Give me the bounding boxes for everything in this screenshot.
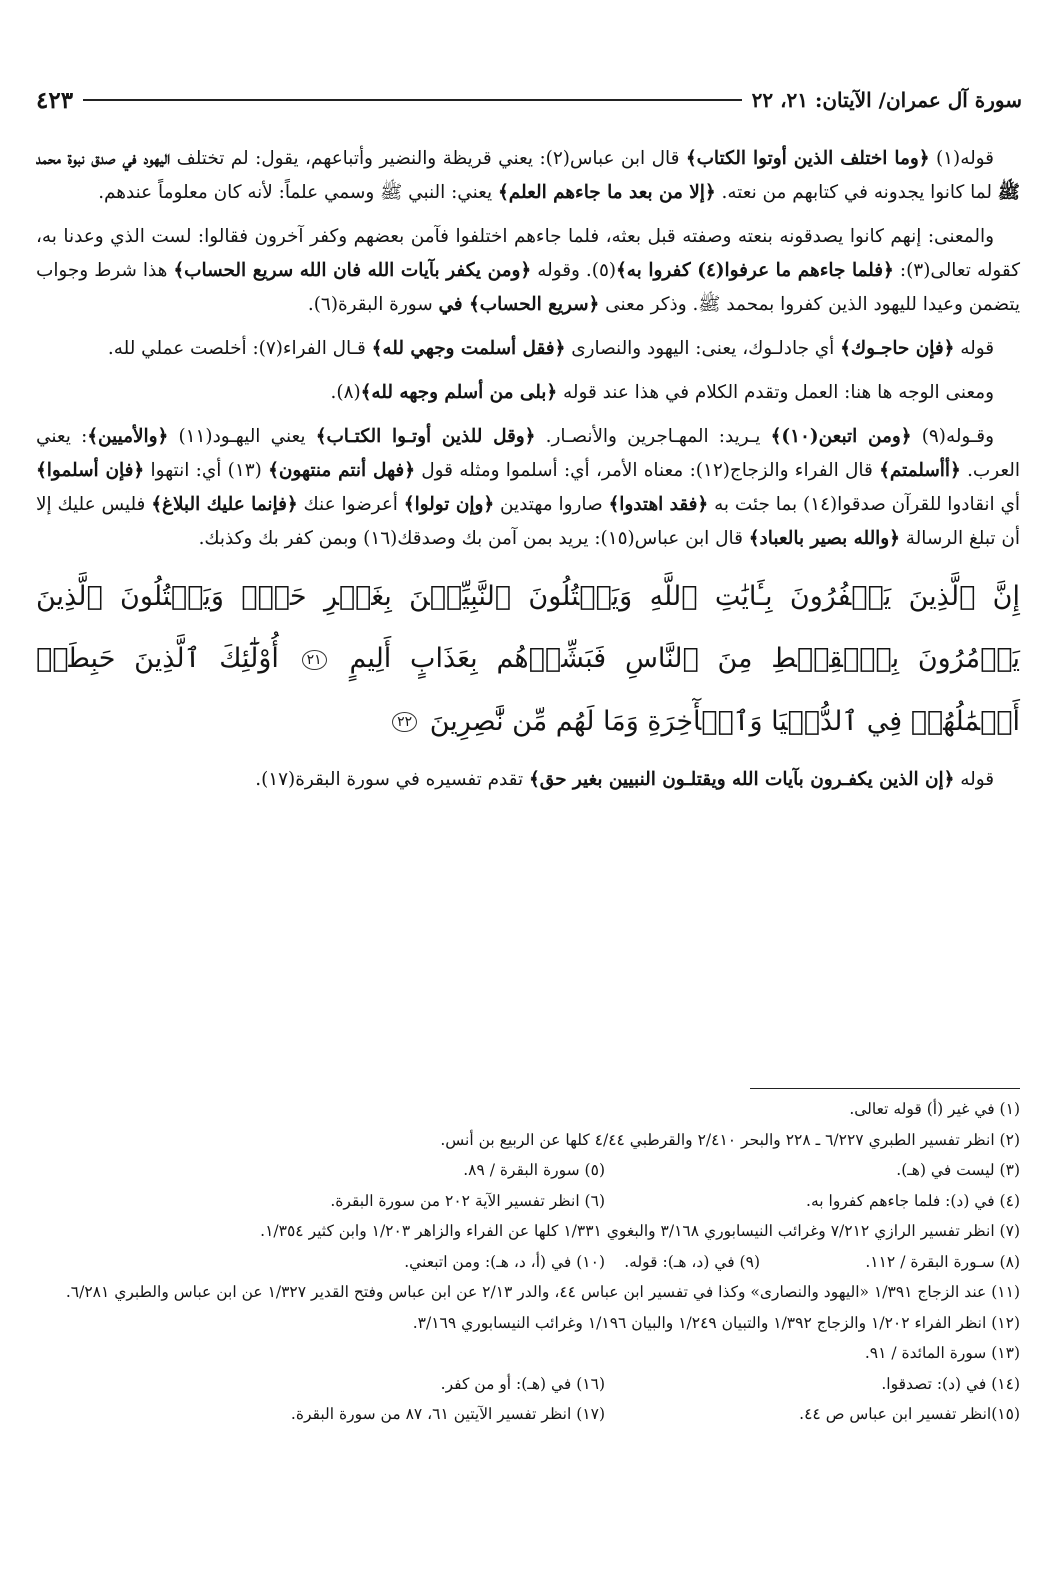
footnote: (١٥)انظر تفسير ابن عباس ص ٤٤. (799, 1405, 1020, 1423)
text-run: قال ابن عباس(١٥): يريد بمن آمن بك وصدقك(١٦) وبمن كفر بك وكذبك. (198, 528, 749, 549)
text-run: أي جادلـوك، يعنى: اليهود والنصارى (565, 338, 841, 359)
commentary-paragraph (36, 420, 1020, 556)
footnote: (١٤) في (د): تصدقوا. (881, 1374, 1020, 1393)
verse-number-marker: ٢١ (302, 650, 327, 670)
text-run: هذا شرط وجواب يتضمن وعيدا لليهود الذين كفروا بمحمد ﷺ. وذكر معنى (36, 260, 1020, 315)
commentary-paragraph (36, 142, 1020, 210)
footnote: (٥) سورة البقرة / ٨٩. (463, 1161, 605, 1179)
footnote: (٧) انظر تفسير الرازي ٧/٢١٢ وغرائب النيسابوري ٣/١٦٨ والبغوي ١/٣٣١ كلها عن الفراء والزاهر ١/٢٠٣ وابن كثير ١/٣٥٤. (260, 1222, 1020, 1240)
text-run: (٨). (330, 382, 361, 403)
text-run: قوله (954, 338, 994, 359)
quoted-phrase: ﴿والأميين﴾ (87, 426, 169, 447)
footnote-separator (750, 1088, 1020, 1089)
text-run: أعرضوا عنك (297, 494, 404, 515)
footnote: (٤) في (د): فلما جاءهم كفروا به. (806, 1191, 1020, 1210)
running-title: سورة آل عمران/ الآيتان: ٢١، ٢٢ (751, 88, 1022, 112)
quoted-phrase: اليهود في صدق نبوة محمد ﷺ (36, 148, 1020, 203)
quoted-phrase: ﴿فإن حاجـوك﴾ (840, 338, 955, 359)
quoted-phrase: ﴿وقل للذين أوتـوا الكتـاب﴾ (315, 426, 536, 447)
quoted-phrase: ﴿بلى من أسلم وجهه لله﴾ (360, 382, 558, 403)
main-text (36, 142, 1020, 807)
footnote: (١٦) في (هـ): أو من كفر. (440, 1374, 605, 1393)
footnote: (١) في غير (أ) قوله تعالى. (849, 1100, 1020, 1118)
text-run: (٥). وقوله (531, 260, 617, 281)
quoted-phrase: ﴿أأسلمتم﴾ (879, 460, 961, 481)
quoted-phrase: ﴿ومن اتبعن(١٠)﴾ (770, 426, 912, 447)
quoted-phrase: ﴿فإنما عليك البلاغ﴾ (151, 494, 298, 515)
quoted-phrase: ﴿وما اختلف الذين أوتوا الكتاب﴾ (685, 148, 930, 169)
text-run: : يعني العرب. (36, 426, 1020, 481)
text-run: ومعنى الوجه ها هنا: العمل وتقدم الكلام في هذا عند قوله (557, 382, 994, 403)
quoted-phrase: ﴿فإن أسلموا﴾ (36, 460, 145, 481)
footnote: (١٠) في (أ، د، هـ): ومن اتبعني. (404, 1252, 605, 1271)
footnote: (١٧) انظر تفسير الآيتين ٦١، ٨٧ من سورة البقرة. (290, 1405, 605, 1423)
text-run: قوله (954, 769, 994, 790)
quoted-phrase: ﴿فقل أسلمت وجهي لله﴾ (371, 338, 566, 359)
quoted-phrase: ﴿فلما جاءهم ما عرفوا(٤) كفروا به﴾ (616, 260, 894, 281)
footnote: (٣) ليست في (هـ). (896, 1161, 1020, 1179)
text-run: قال الفراء والزجاج(١٢): معناه الأمر، أي: أسلموا ومثله قول (415, 460, 880, 481)
quoted-phrase: ﴿فهل أنتم منتهون﴾ (268, 460, 415, 481)
quoted-phrase: ﴿فقد اهتدوا﴾ (608, 494, 709, 515)
page-header (36, 82, 1022, 118)
footnote: (٨) سـورة البقرة / ١١٢. (865, 1252, 1020, 1271)
quoted-phrase: ﴿إن الذين يكفـرون بآيات الله ويقتلـون النبيين بغير حق﴾ (528, 769, 955, 790)
text-run: يعني اليهـود(١١) (168, 426, 316, 447)
quoted-phrase: ﴿ومن يكفر بآيات الله فان الله سريع الحساب﴾ (173, 260, 532, 281)
footnotes (40, 1094, 1020, 1430)
footnote-row (40, 1399, 1020, 1430)
footnote: (٦) انظر تفسير الآية ٢٠٢ من سورة البقرة. (330, 1191, 605, 1210)
text-run: (١٣) أي: انتهوا (144, 460, 269, 481)
footnote-row (40, 1186, 1020, 1217)
verse-text: أُوْلَٰٓئِكَ ٱلَّذِينَ حَبِطَتۡ أَعۡمَٰلُهُمۡ فِي ٱلدُّنۡيَا وَٱلۡأٓخِرَةِ وَمَا لَهُم مِّن نَّٰصِرِينَ (36, 643, 1020, 737)
footnote: (٢) انظر تفسير الطبري ٦/٢٢٧ ـ ٢٢٨ والبحر ٢/٤١٠ والقرطبي ٤/٤٤ كلها عن الربيع بن أنس. (440, 1130, 1020, 1149)
text-run: صاروا مهتدين (494, 494, 609, 515)
text-run: سورة البقرة(٦). (307, 294, 439, 315)
commentary-paragraph (36, 332, 1020, 366)
text-run: والمعنى: إنهم كانوا يصدقونه بنعته وصفته قبل بعثه، فلما جاءهم اختلفوا فآمن بعضهم وكفر آخرون فقالوا: لست الذي وعدنا به، كقوله تعالى(٣): (36, 226, 1020, 281)
footnote: (١٢) انظر الفراء ١/٢٠٢ والزجاج ١/٣٩٢ والتبيان ١/٢٤٩ والبيان ١/١٩٦ وغرائب النيسابوري ٣/١٦٩. (412, 1313, 1020, 1332)
text-run: يعني: النبي ﷺ وسمي علماً: لأنه كان معلوماً عندهم. (98, 182, 499, 203)
text-run: أي انقادوا للقرآن صدقوا(١٤) بما جئت به (708, 494, 1020, 515)
commentary-paragraph (36, 220, 1020, 322)
verse-text: إِنَّ ٱلَّذِينَ يَكۡفُرُونَ بِـَٔايَٰتِ ٱللَّهِ وَيَقۡتُلُونَ ٱلنَّبِيِّـۧنَ بِغَيۡرِ حَقّٖ وَيَقۡتُلُونَ ٱلَّذِينَ يَأۡمُرُونَ بِٱلۡقِسۡطِ مِنَ ٱلنَّاسِ فَبَشِّرۡهُم بِعَذَابٍ أَلِيمٍ (36, 581, 1020, 674)
text-run: قوله(١) (929, 148, 994, 169)
footnote-row (40, 1247, 1020, 1278)
commentary-paragraph (36, 763, 1020, 797)
text-run: قـال الفراء(٧): أخلصت عملي لله. (107, 338, 372, 359)
text-run: فليس عليك إلا أن تبلغ الرسالة (36, 494, 1020, 549)
footnote: (١١) عند الزجاج ١/٣٩١ «اليهود والنصارى» وكذا في تفسير ابن عباس ٤٤، والدر ٢/١٣ عن ابن عباس وفتح القدير ١/٣٢٧ عن ابن عباس والطبري ٦/٢٨١. (65, 1283, 1020, 1301)
text-run: قال ابن عباس(٢): يعني قريظة والنضير وأتباعهم، يقول: لم تختلف (170, 148, 686, 169)
quran-verse-block (36, 566, 1020, 753)
text-run: لما كانوا يجدونه في كتابهم من نعته. (715, 182, 998, 203)
text-run: وقـوله(٩) (911, 426, 994, 447)
page-number: ٤٢٣ (36, 86, 74, 114)
footnote-row (40, 1155, 1020, 1186)
quoted-phrase: ﴿وإن تولوا﴾ (403, 494, 495, 515)
quoted-phrase: ﴿والله بصير بالعباد﴾ (748, 528, 900, 549)
header-rule (83, 99, 742, 101)
commentary-paragraph (36, 376, 1020, 410)
footnote-row (40, 1369, 1020, 1400)
quoted-phrase: ﴿إلا من بعد ما جاءهم العلم﴾ (498, 182, 716, 203)
quoted-phrase: ﴿سريع الحساب﴾ في (438, 294, 600, 315)
verse-number-marker: ٢٢ (392, 712, 417, 732)
footnote: (٩) في (د، هـ): قوله. (624, 1252, 760, 1271)
text-run: يـريد: المهـاجرين والأنصـار. (535, 426, 771, 447)
text-run: تقدم تفسيره في سورة البقرة(١٧). (255, 769, 529, 790)
footnote: (١٣) سورة المائدة / ٩١. (864, 1344, 1020, 1362)
